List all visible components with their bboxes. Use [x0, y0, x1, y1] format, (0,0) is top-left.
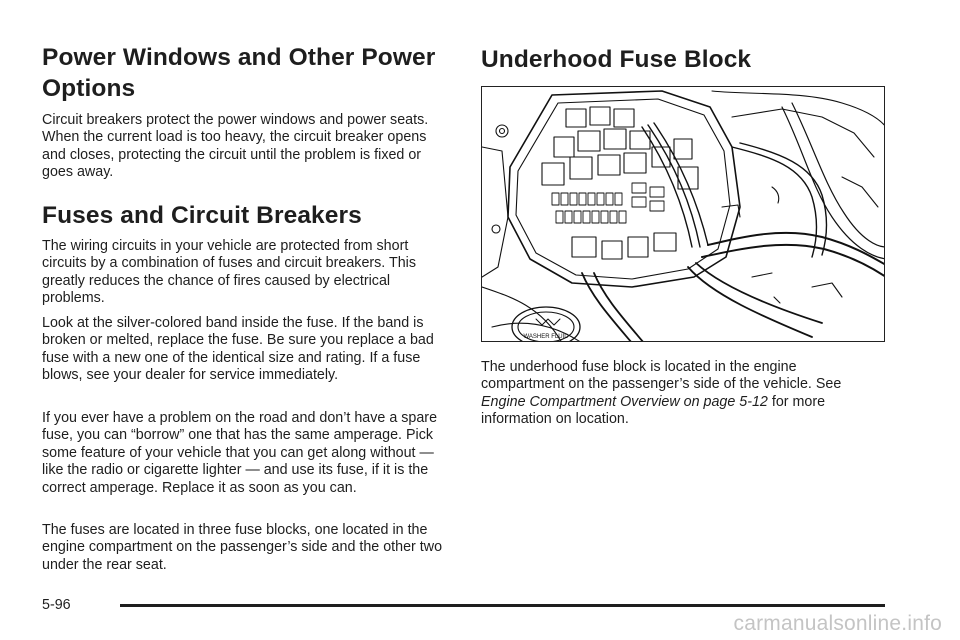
- paragraph-text-start: The underhood fuse block is located in the engine compartment on the passenger’s side of the vehicle. See: [481, 359, 842, 393]
- paragraph-fuse-locations: The fuses are located in three fuse blocks, one located in the engine compartment on the passenger’s side and the other two under the rear seat.: [42, 522, 443, 573]
- washer-fluid-label: WASHER FLUID: [523, 334, 569, 340]
- engine-compartment-illustration: [481, 86, 885, 342]
- paragraph-wiring-circuits: The wiring circuits in your vehicle are protected from short circuits by a combination of fuses and circuit breakers. This greatly reduces the chance of fires caused by electrical problems.: [42, 238, 417, 307]
- page-number: 5-96: [42, 597, 71, 613]
- cross-reference-link[interactable]: Engine Compartment Overview on page 5-12: [481, 393, 768, 410]
- paragraph-text-end: for more information on location.: [481, 393, 826, 428]
- heading-underhood-fuse-block: Underhood Fuse Block: [481, 46, 752, 73]
- paragraph-borrow-fuse: If you ever have a problem on the road and don’t have a spare fuse, you can “borrow” one that has the same amperage. Pick some feature of your vehicle that you can get along without — like the radio or cigarette lighter — and use its fuse, if it is the correct amperage. Replace it as soon as you can.: [42, 410, 438, 496]
- heading-fuses-circuit-breakers: Fuses and Circuit Breakers: [42, 202, 362, 229]
- footer-rule: [120, 604, 885, 607]
- paragraph-silver-band: Look at the silver-colored band inside the fuse. If the band is broken or melted, replace the fuse. Be sure you replace a bad fuse with a new one of the identical size and rating. If a fuse blows, see your dealer for service immediately.: [42, 315, 434, 384]
- paragraph-underhood-location: [481, 359, 861, 429]
- fuse-block-drawing: [482, 87, 885, 342]
- heading-power-windows: Power Windows and Other Power Options: [42, 44, 436, 102]
- paragraph-circuit-breakers-protect: Circuit breakers protect the power windows and power seats. When the current load is too heavy, the circuit breaker opens and closes, protecting the circuit until the problem is fixed or goes away.: [42, 112, 429, 181]
- watermark: carmanualsonline.info: [733, 612, 942, 635]
